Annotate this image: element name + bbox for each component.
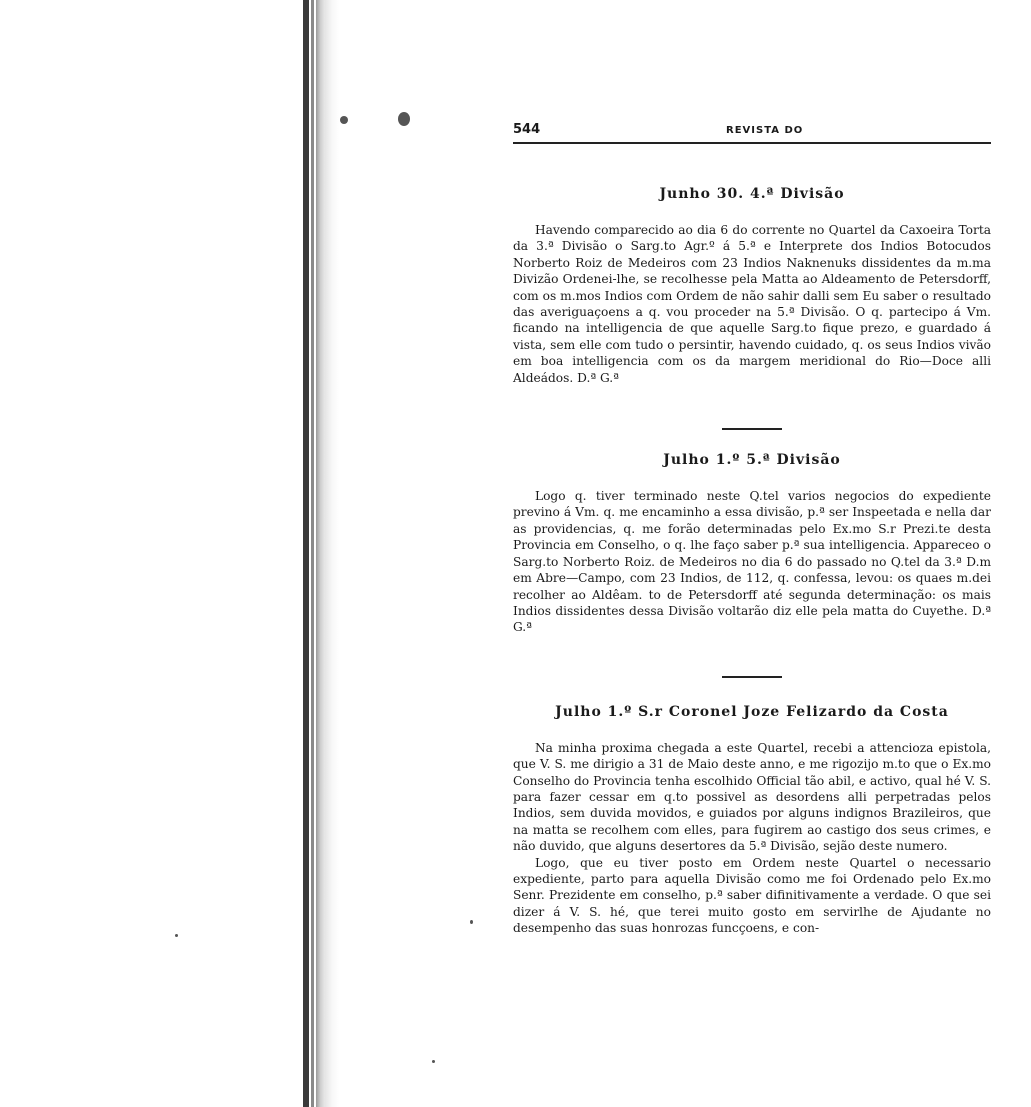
- document-page: [513, 118, 991, 937]
- entry-paragraph: Logo q. tiver terminado neste Q.tel varios negocios do expediente previno á Vm. q. me encaminho a essa divisão, p.ª ser Inspeetada e nella dar as providencias, q. me forão determinadas pelo Ex.mo S.r Prezi.te desta Provincia em Conselho, o q. lhe faço saber p.ª sua intelligencia. Appareceo o Sarg.to Norberto Roiz. de Medeiros no dia 6 do passado no Q.tel da 3.ª D.m em Abre—Campo, com 23 Indios, de 112, q. confessa, levou: os quaes m.dei recolher ao Aldêam. to de Petersdorff até segunda determinação: os mais Indios dissidentes dessa Divisão voltarão diz elle pela matta do Cuyethe. D.ª G.ª: [513, 489, 991, 635]
- entry-heading: Junho 30. 4.ª Divisão: [659, 186, 845, 202]
- entry-paragraph: Na minha proxima chegada a este Quartel, recebi a attencioza epistola, que V. S. me dirigio a 31 de Maio deste anno, e me rigozijo m.to que o Ex.mo Conselho do Provincia tenha escolhido Official tão abil, e activo, qual hé V. S. para fazer cessar em q.to possivel as desordens alli perpetradas pelos Indios, sem duvida movidos, e guiados por alguns indignos Brazileiros, que na matta se recolhem com elles, para fugirem ao castigo dos seus crimes, e não duvido, que alguns desertores da 5.ª Divisão, sejão deste numero.: [513, 740, 991, 854]
- scan-speck: [432, 1060, 435, 1063]
- entry-paragraph: Havendo comparecido ao dia 6 do corrente no Quartel da Caxoeira Torta da 3.ª Divisão o Sarg.to Agr.º á 5.ª e Interprete dos Indios Botocudos Norberto Roiz de Medeiros com 23 Indios Naknenuks dissidentes da m.ma Divizão Ordenei-lhe, se recolhesse pela Matta ao Aldeamento de Petersdorff, com os m.mos Indios com Ordem de não sahir dalli sem Eu saber o resultado das averiguaçoens a q. vou proceder na 5.ª Divisão. O q. partecipo á Vm. ficando na intelligencia de que aquelle Sarg.to fique prezo, e guardado á vista, sem elle com tudo o persintir, havendo cuidado, q. os seus Indios vivão em boa intelligencia com os da margem meridional do Rio—Doce alli Aldeádos. D.ª G.ª: [513, 223, 991, 385]
- section-divider: [722, 676, 782, 678]
- scan-speck: [398, 112, 410, 126]
- entry-heading: Julho 1.º S.r Coronel Joze Felizardo da Costa: [555, 703, 949, 720]
- scan-speck: [340, 116, 348, 124]
- section-divider: [722, 428, 782, 430]
- page-number: 544: [513, 122, 541, 137]
- journal-title: REVISTA DO: [726, 125, 804, 136]
- scan-speck: [470, 920, 473, 924]
- book-gutter-line: [311, 0, 314, 1107]
- entry-heading: Julho 1.º 5.ª Divisão: [663, 452, 841, 469]
- running-header: [513, 118, 991, 144]
- scan-speck: [175, 934, 178, 937]
- entry-paragraph: Logo, que eu tiver posto em Ordem neste Quartel o necessario expediente, parto para aquella Divisão como me foi Ordenado pelo Ex.mo Senr. Prezidente em conselho, p.ª saber difinitivamente a verdade. O que sei dizer á V. S. hé, que terei muito gosto em servirlhe de Ajudante no desempenho das suas honrozas funcçoens, e con-: [513, 855, 991, 936]
- book-gutter-fold: [316, 0, 325, 1107]
- book-gutter-shadow: [303, 0, 309, 1107]
- book-gutter-highlight: [325, 0, 339, 1107]
